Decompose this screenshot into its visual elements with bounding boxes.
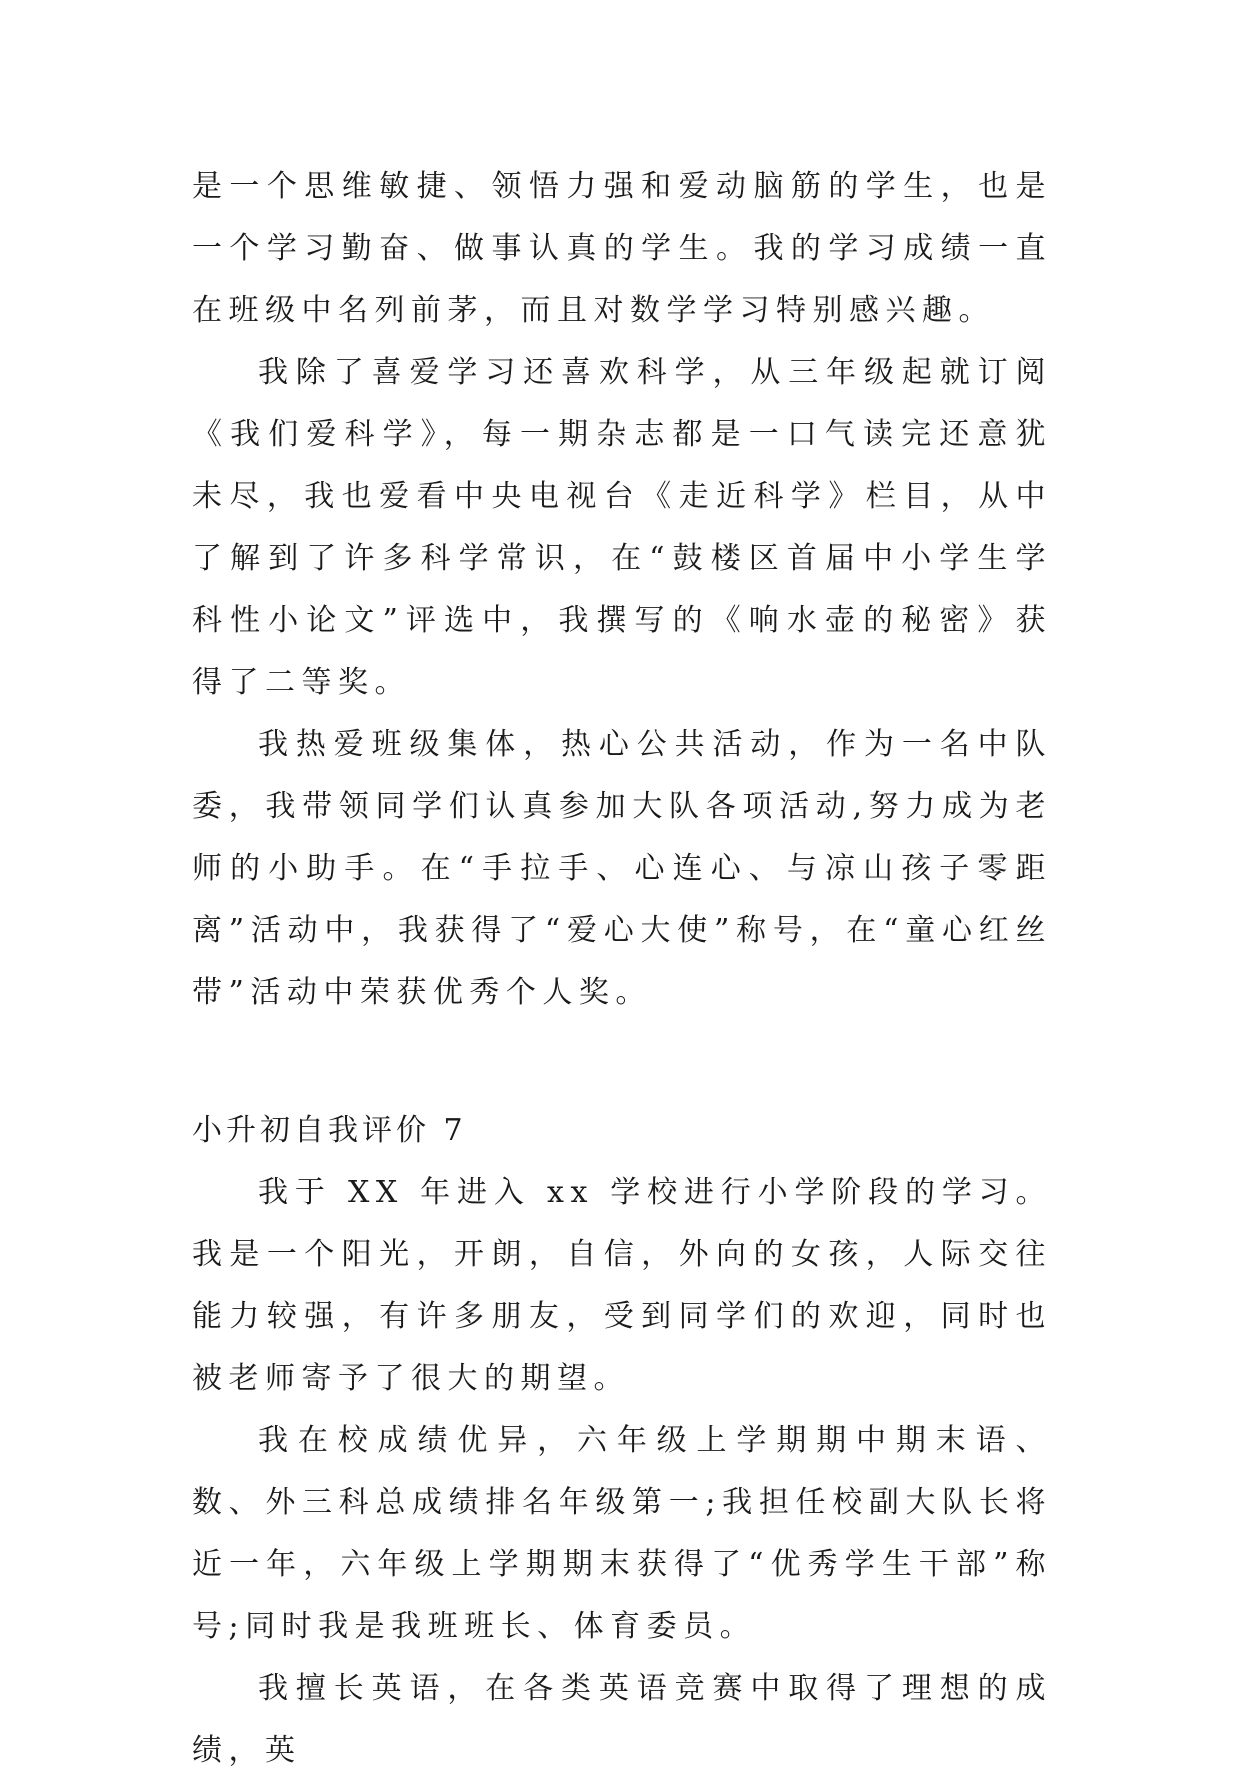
document-body (192, 156, 1052, 1782)
paragraph-class-activities: 我热爱班级集体，热心公共活动，作为一名中队委，我带领同学们认真参加大队各项活动,努力成为老师的小助手。在“手拉手、心连心、与凉山孩子零距离”活动中，我获得了“爱心大使”称号，在“童心红丝带”活动中荣获优秀个人奖。 (192, 727, 1052, 1010)
paragraph-introduction: 我于 XX 年进入 xx 学校进行小学阶段的学习。我是一个阳光，开朗，自信，外向的女孩，人际交往能力较强，有许多朋友，受到同学们的欢迎，同时也被老师寄予了很大的期望。 (192, 1175, 1052, 1396)
paragraph-science-interest: 我除了喜爱学习还喜欢科学，从三年级起就订阅《我们爱科学》，每一期杂志都是一口气读完还意犹未尽，我也爱看中央电视台《走近科学》栏目，从中了解到了许多科学常识，在“鼓楼区首届中小学生学科性小论文”评选中，我撰写的《响水壶的秘密》获得了二等奖。 (192, 355, 1052, 700)
paragraph-continuation: 是一个思维敏捷、领悟力强和爱动脑筋的学生，也是一个学习勤奋、做事认真的学生。我的学习成绩一直在班级中名列前茅，而且对数学学习特别感兴趣。 (192, 169, 1052, 328)
section-heading: 小升初自我评价 7 (192, 1113, 467, 1148)
paragraph-english-skill: 我擅长英语，在各类英语竞赛中取得了理想的成绩，英 (192, 1671, 1052, 1768)
paragraph-achievements: 我在校成绩优异，六年级上学期期中期末语、数、外三科总成绩排名年级第一;我担任校副大队长将近一年，六年级上学期期末获得了“优秀学生干部”称号;同时我是我班班长、体育委员。 (192, 1423, 1052, 1644)
